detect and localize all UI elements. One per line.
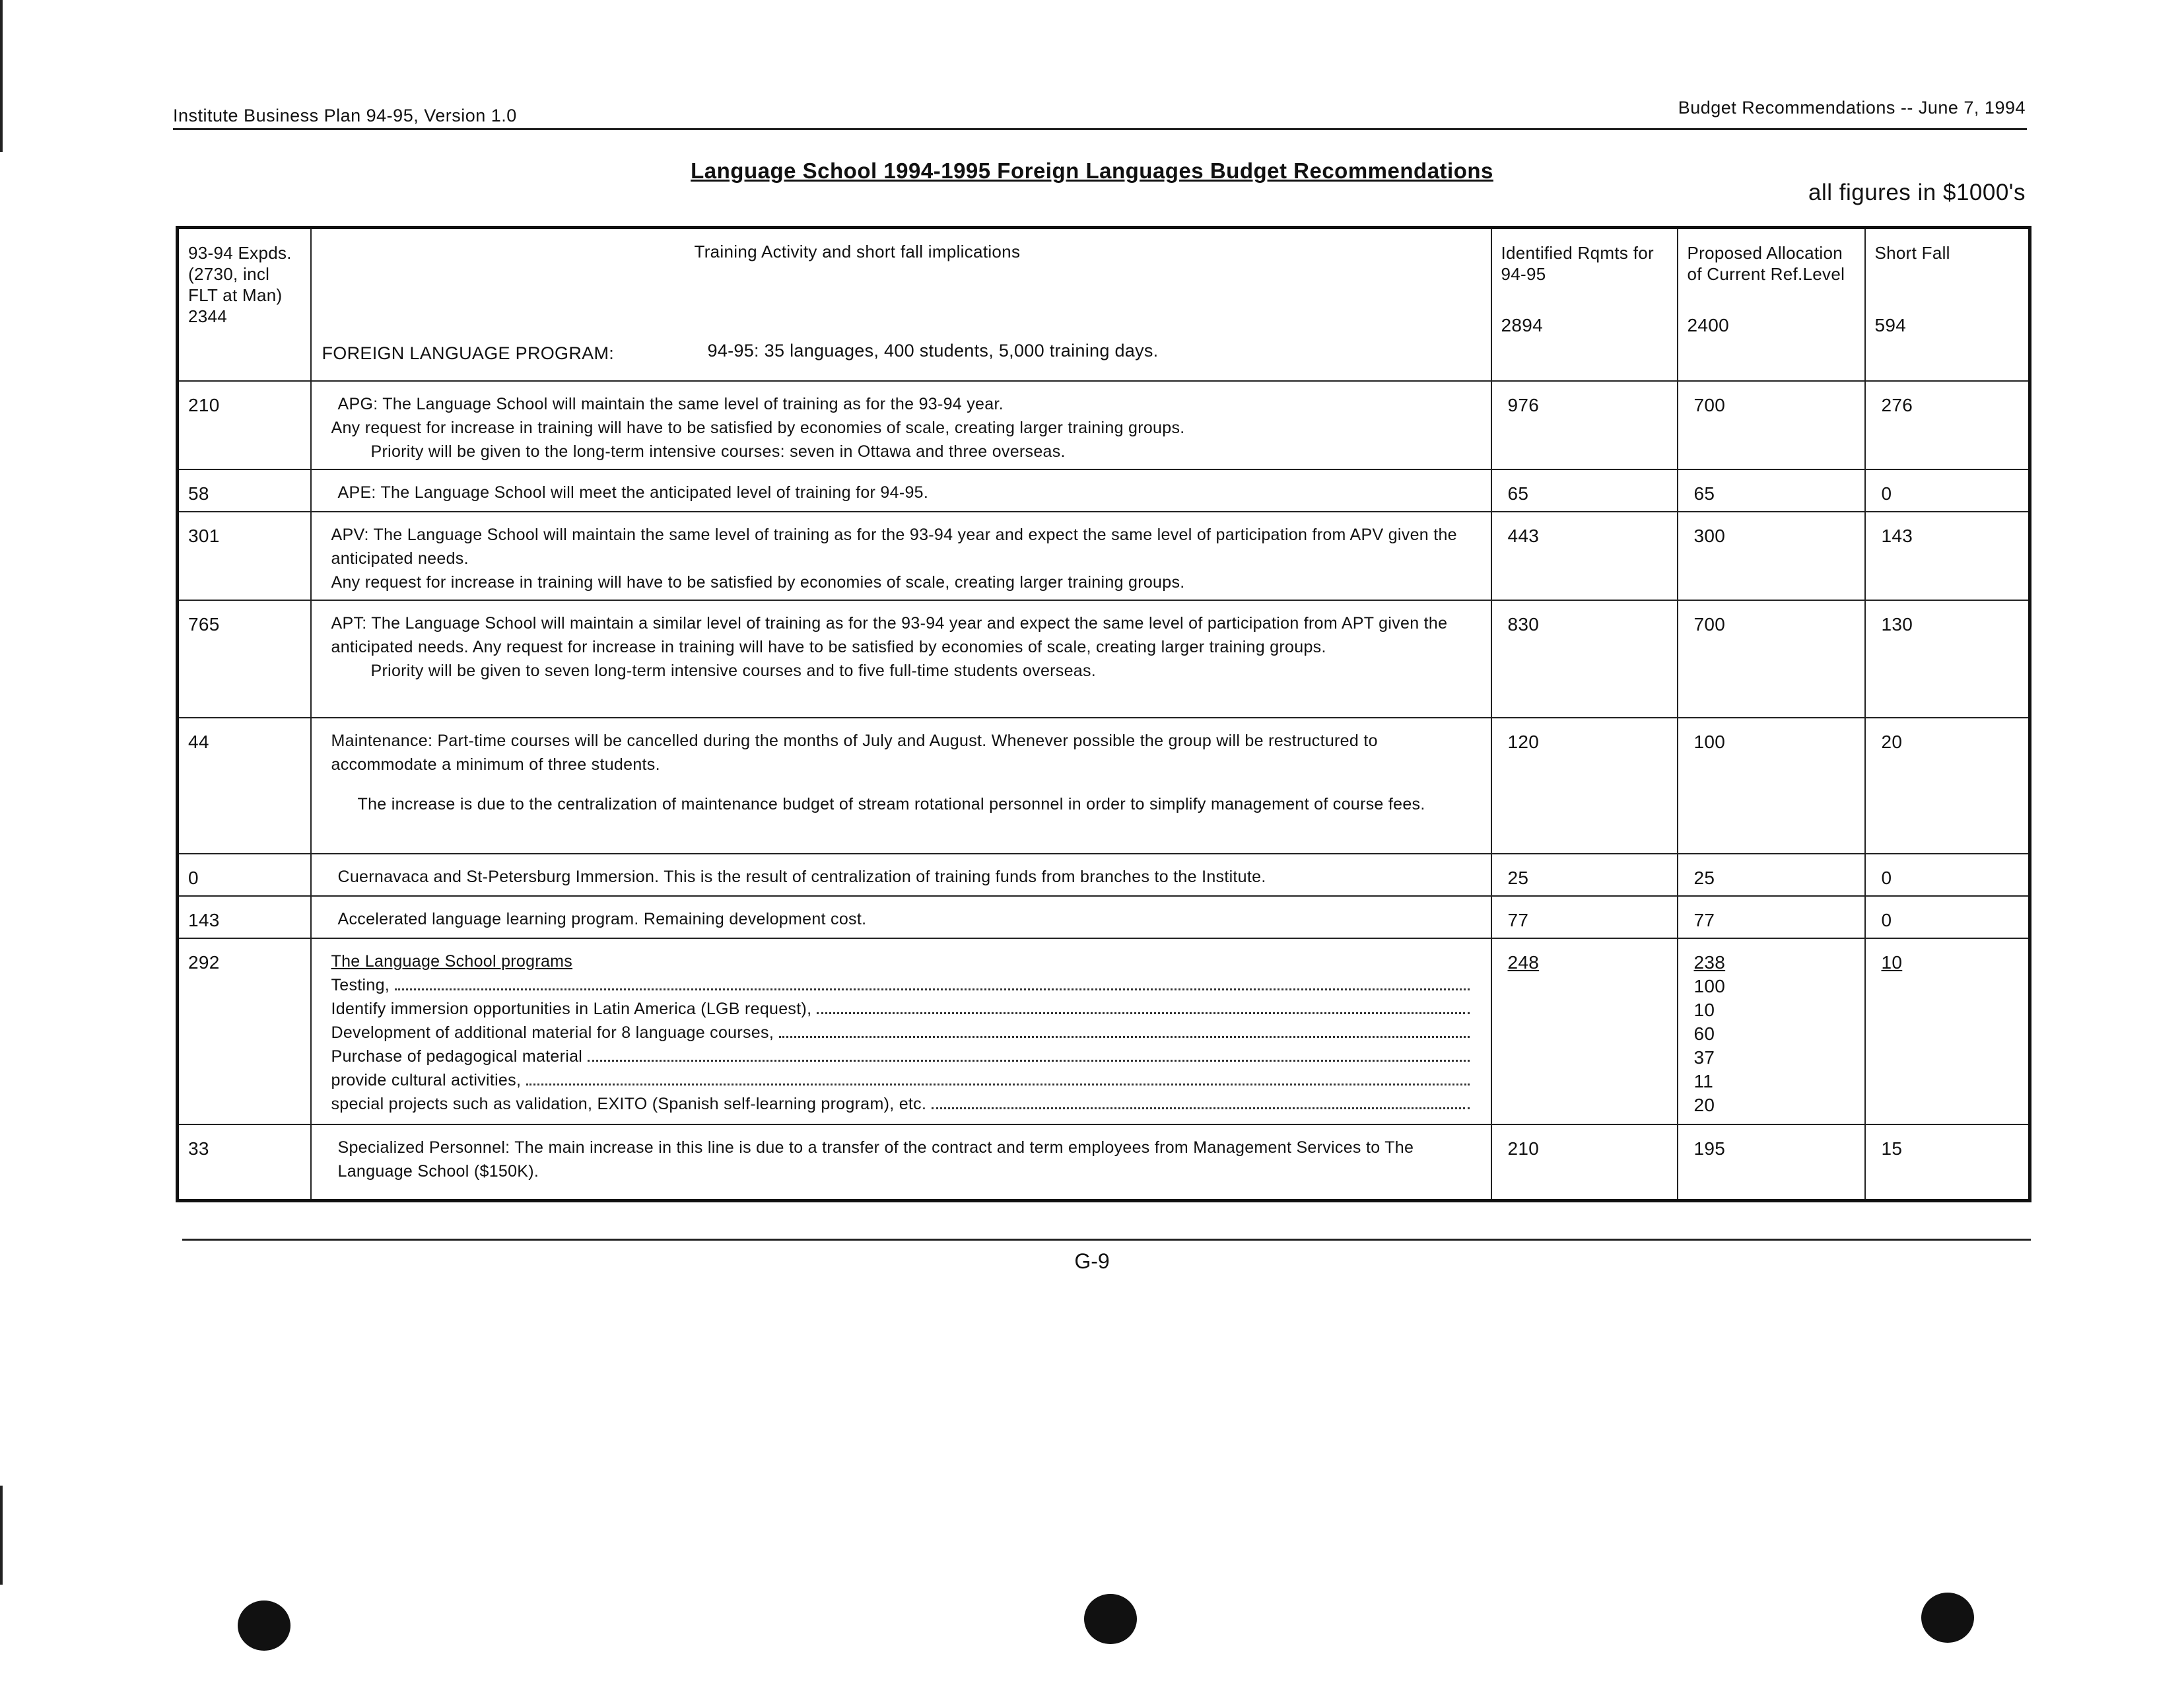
table-row	[178, 938, 2030, 1124]
header-proposed-total: 2400	[1687, 315, 1729, 335]
row-shortfall: 143	[1865, 512, 2030, 600]
proposed-item: 11	[1693, 1070, 1714, 1091]
header-shortfall-total: 594	[1874, 315, 1907, 335]
row-line: APG: The Language School will maintain the same level of training as for the 93-94 year.	[337, 394, 1004, 413]
table-row	[178, 469, 2030, 512]
left-edge-mark-bottom	[0, 1486, 3, 1585]
row-description	[311, 512, 1491, 600]
budget-table	[176, 226, 2031, 1202]
units-note: all figures in $1000's	[1808, 180, 2026, 205]
row-identified: 248	[1491, 938, 1678, 1124]
row-shortfall: 20	[1865, 718, 2030, 854]
row-description	[311, 1124, 1491, 1201]
row-description	[311, 854, 1491, 896]
header-identified-label: Identified Rqmts for 94-95	[1501, 243, 1654, 284]
row-expds: 765	[178, 600, 311, 718]
table-row	[178, 381, 2030, 469]
header-expds: 93-94 Expds. (2730, incl FLT at Man) 2344	[178, 228, 311, 381]
row-identified: 25	[1491, 854, 1678, 896]
row-expds: 58	[178, 469, 311, 512]
header-identified-total: 2894	[1501, 315, 1543, 335]
program-detail: 94-95: 35 languages, 400 students, 5,000 training days.	[707, 341, 1159, 361]
punch-hole-center	[1084, 1594, 1137, 1644]
header-shortfall-label: Short Fall	[1874, 243, 1950, 263]
row-proposed: 25	[1678, 854, 1865, 896]
row-identified: 976	[1491, 381, 1678, 469]
row-proposed: 700	[1678, 600, 1865, 718]
row-description	[311, 600, 1491, 718]
row-description	[311, 718, 1491, 854]
table-row	[178, 718, 2030, 854]
row-expds: 292	[178, 938, 311, 1124]
program-item: Testing,	[331, 973, 1475, 997]
left-edge-mark-top	[0, 0, 3, 152]
proposed-item: 20	[1693, 1094, 1715, 1115]
row-proposed: 195	[1678, 1124, 1865, 1201]
row-shortfall: 0	[1865, 854, 2030, 896]
row-proposed: 100	[1678, 718, 1865, 854]
program-label: FOREIGN LANGUAGE PROGRAM:	[322, 343, 615, 363]
program-item: provide cultural activities,	[331, 1068, 1475, 1092]
header-right: Budget Recommendations -- June 7, 1994	[1678, 98, 2026, 118]
row-proposed: 700	[1678, 381, 1865, 469]
page-number: G-9	[1074, 1249, 1110, 1273]
row-shortfall: 15	[1865, 1124, 2030, 1201]
row-line: APE: The Language School will meet the anticipated level of training for 94-95.	[337, 483, 929, 502]
table-row	[178, 1124, 2030, 1201]
header-training	[311, 228, 1491, 381]
row-line: Maintenance: Part-time courses will be cancelled during the months of July and August. Whenever possible the group will be restructured to accommodate a minimum of three students.	[331, 731, 1378, 774]
row-expds: 210	[178, 381, 311, 469]
row-proposed: 77	[1678, 896, 1865, 938]
program-item: special projects such as validation, EXITO (Spanish self-learning program), etc.	[331, 1092, 1475, 1116]
header-rule	[173, 128, 2027, 130]
row-line: Priority will be given to the long-term intensive courses: seven in Ottawa and three overseas.	[370, 442, 1066, 461]
row-description	[311, 938, 1491, 1124]
row-expds: 143	[178, 896, 311, 938]
header-identified	[1491, 228, 1678, 381]
row-shortfall: 276	[1865, 381, 2030, 469]
row-expds: 44	[178, 718, 311, 854]
table-row	[178, 600, 2030, 718]
row-identified: 830	[1491, 600, 1678, 718]
row-shortfall: 0	[1865, 469, 2030, 512]
row-line: The increase is due to the centralization of maintenance budget of stream rotational personnel in order to simplify management of course fees.	[357, 794, 1425, 813]
row-description	[311, 381, 1491, 469]
row-identified: 65	[1491, 469, 1678, 512]
program-item: Identify immersion opportunities in Latin America (LGB request),	[331, 997, 1475, 1021]
row-shortfall: 0	[1865, 896, 2030, 938]
program-item: Development of additional material for 8 language courses,	[331, 1021, 1475, 1045]
row-line: Any request for increase in training will have to be satisfied by economies of scale, creating larger training groups.	[331, 418, 1185, 437]
document-title: Language School 1994-1995 Foreign Languages Budget Recommendations	[691, 158, 1493, 183]
proposed-subtotal: 238	[1693, 951, 1726, 973]
table-row	[178, 512, 2030, 600]
row-line: Any request for increase in training will have to be satisfied by economies of scale, creating larger training groups.	[331, 572, 1185, 592]
row-line: Specialized Personnel: The main increase in this line is due to a transfer of the contract and term employees from Management Services to The Language School ($150K).	[337, 1138, 1414, 1181]
row-line: APT: The Language School will maintain a similar level of training as for the 93-94 year and expect the same level of participation from APT given the anticipated needs. Any request for increase in training will have to be satisfied by economies of scale, creating larger training groups.	[331, 613, 1448, 656]
programs-heading: The Language School programs	[331, 951, 573, 971]
row-shortfall: 10	[1865, 938, 2030, 1124]
row-proposed: 300	[1678, 512, 1865, 600]
row-line: Accelerated language learning program. Remaining development cost.	[337, 909, 867, 928]
header-left: Institute Business Plan 94-95, Version 1.0	[173, 106, 517, 125]
proposed-item: 10	[1693, 999, 1715, 1020]
row-expds: 301	[178, 512, 311, 600]
row-description	[311, 469, 1491, 512]
row-expds: 33	[178, 1124, 311, 1201]
row-identified: 210	[1491, 1124, 1678, 1201]
row-shortfall: 130	[1865, 600, 2030, 718]
row-line: APV: The Language School will maintain the same level of training as for the 93-94 year and expect the same level of participation from APV given the anticipated needs.	[331, 525, 1457, 568]
proposed-item: 60	[1693, 1023, 1715, 1044]
row-expds: 0	[178, 854, 311, 896]
row-line: Cuernavaca and St-Petersburg Immersion. This is the result of centralization of training funds from branches to the Institute.	[337, 867, 1266, 886]
row-proposed	[1678, 938, 1865, 1124]
row-identified: 120	[1491, 718, 1678, 854]
punch-hole-right	[1921, 1593, 1974, 1643]
header-proposed	[1678, 228, 1865, 381]
row-identified: 443	[1491, 512, 1678, 600]
table-header-row	[178, 228, 2030, 381]
program-item: Purchase of pedagogical material	[331, 1045, 1475, 1068]
header-proposed-label: Proposed Allocation of Current Ref.Level	[1687, 243, 1845, 284]
row-line: Priority will be given to seven long-term intensive courses and to five full-time students overseas.	[370, 661, 1097, 680]
table-row	[178, 854, 2030, 896]
row-description	[311, 896, 1491, 938]
punch-hole-left	[238, 1601, 290, 1651]
header-training-label: Training Activity and short fall implications	[694, 242, 1021, 261]
row-identified: 77	[1491, 896, 1678, 938]
header-shortfall	[1865, 228, 2030, 381]
proposed-item: 37	[1693, 1047, 1715, 1068]
table-row	[178, 896, 2030, 938]
proposed-item: 100	[1693, 975, 1726, 996]
row-proposed: 65	[1678, 469, 1865, 512]
footer-rule	[182, 1239, 2031, 1241]
